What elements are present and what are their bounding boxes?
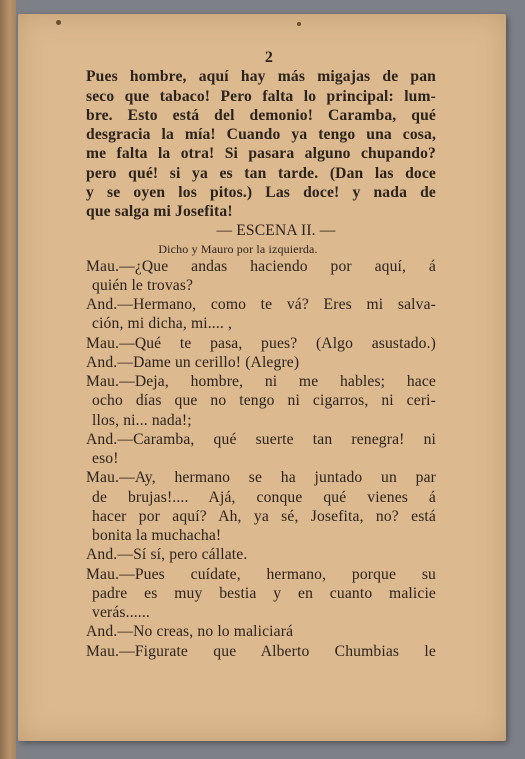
- dialogue-line: hacer por aquí? Ah, ya sé, Josefita, no? está: [92, 507, 436, 525]
- text-line: desgracia la mía! Cuando ya tengo una cosa,: [86, 126, 436, 143]
- stage-direction: Dicho y Mauro por la izquierda.: [158, 241, 318, 256]
- dialogue-line: llos, ni... nada!;: [92, 411, 192, 429]
- dialogue-line: And.—No creas, no lo maliciará: [86, 623, 294, 641]
- book-spine-edge: [0, 0, 16, 759]
- dialogue-line: And.—Sí sí, pero cállate.: [86, 546, 248, 564]
- dialogue-line: And.—Caramba, qué suerte tan renegra! ni: [86, 430, 436, 448]
- text-line: bre. Esto está del demonio! Caramba, qué: [86, 106, 436, 124]
- scene-heading: — ESCENA II. —: [216, 222, 336, 240]
- ink-speck: [56, 20, 61, 25]
- dialogue-line: padre es muy bestia y en cuanto malicie: [92, 584, 436, 602]
- text-line: y se oyen los pitos.) Las doce! y nada de: [86, 183, 436, 201]
- dialogue-line: bonita la muchacha!: [92, 527, 222, 544]
- text-line: me falta la otra! Si pasara alguno chupando?: [86, 145, 436, 163]
- dialogue-line: Mau.—Pues cuídate, hermano, porque su: [86, 565, 436, 583]
- text-line: Pues hombre, aquí hay más migajas de pan: [86, 68, 436, 86]
- dialogue-line: verás......: [92, 604, 150, 621]
- dialogue-line: ción, mi dicha, mi.... ,: [92, 315, 233, 333]
- page-text-block: [86, 48, 436, 661]
- page-number: 2: [264, 49, 274, 66]
- text-line: pero qué! si ya es tan tarde. (Dan las doce: [86, 164, 436, 182]
- dialogue-line: Mau.—Ay, hermano se ha juntado un par: [86, 469, 436, 487]
- dialogue-line: quién le trovas?: [92, 276, 194, 294]
- dialogue-line: de brujas!.... Ajá, conque qué vienes á: [92, 488, 436, 506]
- ink-speck: [297, 22, 301, 26]
- dialogue-line: Mau.—Qué te pasa, pues? (Algo asustado.): [86, 334, 436, 352]
- dialogue-line: Mau.—Figurate que Alberto Chumbias le: [86, 642, 436, 660]
- dialogue-line: And.—Hermano, como te vá? Eres mi salva-: [86, 296, 436, 313]
- dialogue-line: eso!: [92, 450, 119, 467]
- text-line: seco que tabaco! Pero falta lo principal: lum-: [86, 87, 436, 105]
- dialogue-line: ocho días que no tengo ni cigarros, ni ceri-: [92, 392, 436, 410]
- text-line: que salga mi Josefita!: [86, 203, 233, 220]
- dialogue-line: And.—Dame un cerillo! (Alegre): [86, 353, 300, 371]
- dialogue-line: Mau.—Deja, hombre, ni me hables; hace: [86, 373, 436, 390]
- dialogue-line: Mau.—¿Que andas haciendo por aquí, á: [86, 257, 436, 275]
